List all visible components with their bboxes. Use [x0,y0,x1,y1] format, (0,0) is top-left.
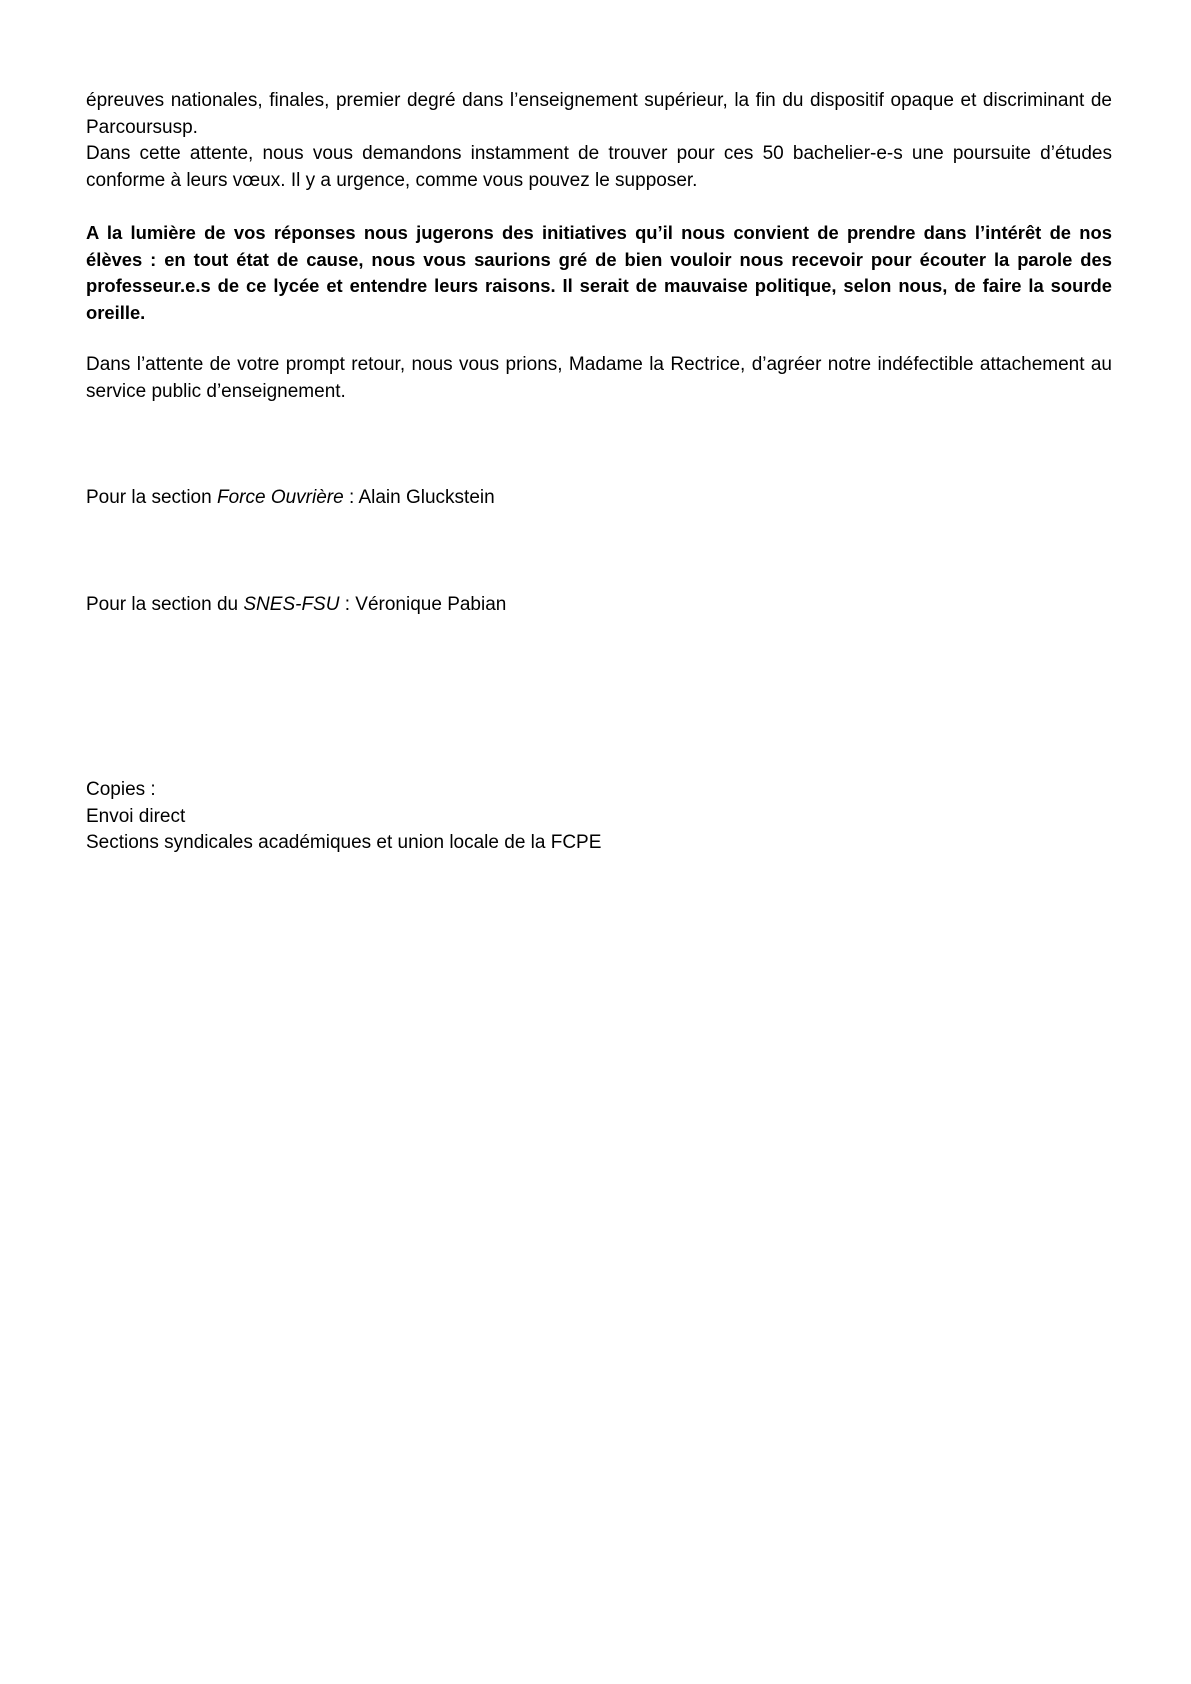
paragraph-request: Dans cette attente, nous vous demandons instamment de trouver pour ces 50 bachelier-e-s une poursuite d’études conforme à leurs vœux. Il y a urgence, comme vous pouvez le supposer. [86,143,1112,191]
union-name-fo: Force Ouvrière [216,487,344,508]
signature-prefix: Pour la section [86,487,217,508]
letter-body [86,88,1112,857]
signature-name: : Véronique Pabian [339,593,507,615]
copies-line-direct: Envoi direct [86,805,186,827]
union-name-snes: SNES-FSU [243,593,340,615]
copies-heading: Copies : [86,779,156,800]
copies-line-sections: Sections syndicales académiques et union locale de la FCPE [86,832,602,853]
signature-force-ouvriere [86,485,1112,512]
paragraph-intro: épreuves nationales, finales, premier degré dans l’enseignement supérieur, la fin du dispositif opaque et discriminant de Parcoursusp. [86,90,1112,138]
paragraph-bold-statement: A la lumière de vos réponses nous jugerons des initiatives qu’il nous convient de prendre dans l’intérêt de nos élèves : en tout état de cause, nous vous saurions gré de bien vouloir nous recevoir pour écouter la parole des professeur.e.s de ce lycée et entendre leurs raisons. Il serait de mauvaise politique, selon nous, de faire la sourde oreille. [86,222,1112,323]
signature-name: : Alain Gluckstein [343,487,495,508]
signature-prefix: Pour la section du [86,593,244,615]
signature-snes-fsu [86,592,1112,619]
paragraph-closing: Dans l’attente de votre prompt retour, nous vous prions, Madame la Rectrice, d’agréer notre indéfectible attachement au service public d’enseignement. [86,354,1112,402]
